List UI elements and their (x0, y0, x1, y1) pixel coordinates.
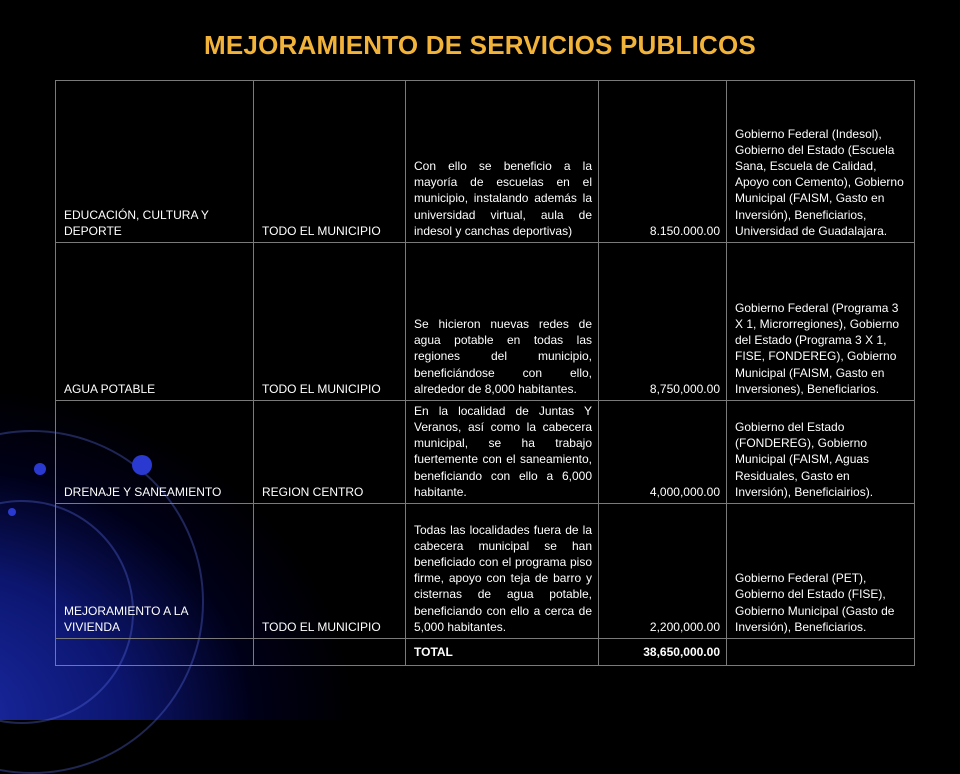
description-cell: Con ello se beneficio a la mayoría de escuelas en el municipio, instalando además la universidad virtual, aula de indesol y canchas deportivas) (406, 81, 599, 243)
total-label: TOTAL (406, 639, 599, 666)
services-table (55, 80, 915, 666)
decorative-dot (34, 463, 46, 475)
area-cell: TODO EL MUNICIPIO (254, 243, 406, 401)
amount-cell: 8.150.000.00 (599, 81, 727, 243)
funding-cell: Gobierno Federal (Indesol), Gobierno del Estado (Escuela Sana, Escuela de Calidad, Apoyo con Cemento), Gobierno Municipal (FAISM, Gasto en Inversión), Beneficiarios, Universidad de Guadalajara. (727, 81, 915, 243)
amount-cell: 2,200,000.00 (599, 504, 727, 639)
description-cell: Se hicieron nuevas redes de agua potable en todas las regiones del municipio, beneficiándose con ello, alrededor de 8,000 habitantes. (406, 243, 599, 401)
table-row (56, 401, 915, 504)
area-cell: REGION CENTRO (254, 401, 406, 504)
funding-cell: Gobierno Federal (PET), Gobierno del Estado (FISE), Gobierno Municipal (Gasto de Inversión), Beneficiarios. (727, 504, 915, 639)
sector-cell: EDUCACIÓN, CULTURA Y DEPORTE (56, 81, 254, 243)
sector-cell: MEJORAMIENTO A LA VIVIENDA (56, 504, 254, 639)
amount-cell: 8,750,000.00 (599, 243, 727, 401)
funding-cell: Gobierno Federal (Programa 3 X 1, Microrregiones), Gobierno del Estado (Programa 3 X 1, FISE, FONDEREG), Gobierno Municipal (FAISM, Gasto en Inversiones), Beneficiarios. (727, 243, 915, 401)
empty-cell (254, 639, 406, 666)
empty-cell (727, 639, 915, 666)
empty-cell (56, 639, 254, 666)
area-cell: TODO EL MUNICIPIO (254, 81, 406, 243)
decorative-dot (8, 508, 16, 516)
table-row (56, 81, 915, 243)
amount-cell: 4,000,000.00 (599, 401, 727, 504)
sector-cell: DRENAJE Y SANEAMIENTO (56, 401, 254, 504)
description-cell: En la localidad de Juntas Y Veranos, así como la cabecera municipal, se ha trabajo fuertemente con el saneamiento, beneficiando con ello a 6,000 habitante. (406, 401, 599, 504)
table-row (56, 504, 915, 639)
description-cell: Todas las localidades fuera de la cabecera municipal se han beneficiado con el programa piso firme, apoyo con teja de barro y cisternas de agua potable, beneficiando con ello a cerca de 5,000 habitantes. (406, 504, 599, 639)
sector-cell: AGUA POTABLE (56, 243, 254, 401)
table-row (56, 243, 915, 401)
total-row (56, 639, 915, 666)
total-value: 38,650,000.00 (599, 639, 727, 666)
area-cell: TODO EL MUNICIPIO (254, 504, 406, 639)
funding-cell: Gobierno del Estado (FONDEREG), Gobierno Municipal (FAISM, Aguas Residuales, Gasto en Inversión), Beneficiairios). (727, 401, 915, 504)
page-title: MEJORAMIENTO DE SERVICIOS PUBLICOS (204, 30, 756, 60)
